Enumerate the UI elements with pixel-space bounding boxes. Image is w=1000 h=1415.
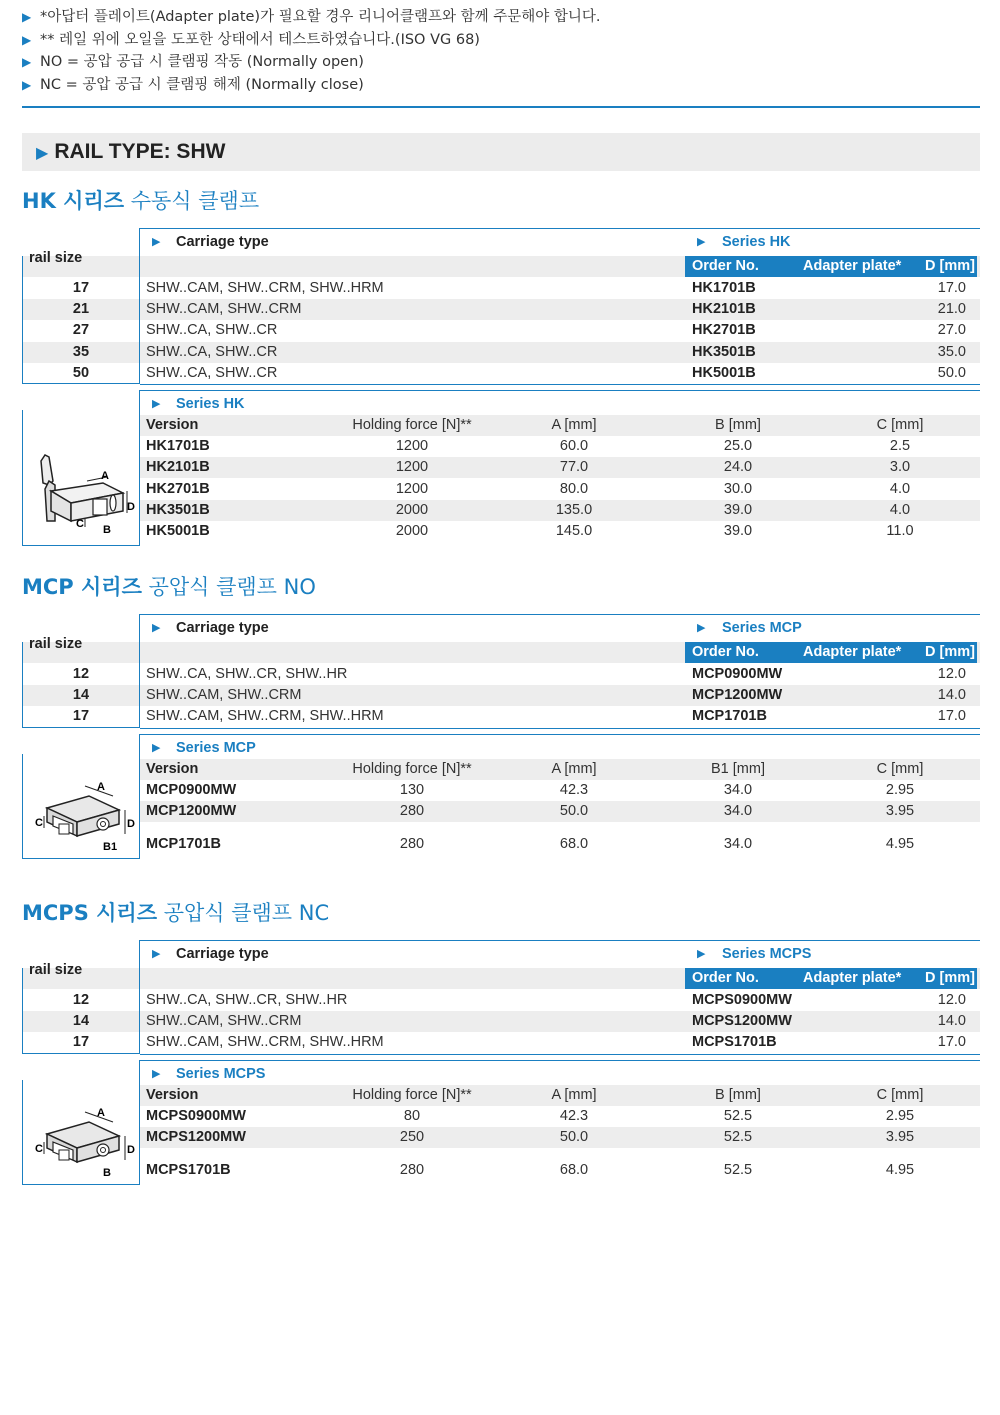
table-subheader-row: rail size: [22, 642, 980, 663]
spec-row: MCP1200MW 280 50.0 34.0 3.95: [140, 801, 980, 822]
svg-text:A: A: [101, 470, 109, 483]
spec-row: MCP1701B 280 68.0 34.0 4.95: [146, 836, 915, 853]
pneumatic-clamp-diagram: [27, 1078, 137, 1188]
spec-top-border: [140, 734, 980, 735]
table-row: 14 SHW..CAM, SHW..CRM MCP1200MW 14.0: [22, 685, 980, 706]
pneumatic-clamp-diagram: [27, 752, 137, 862]
spec-row: MCPS1701B 280 68.0 52.5 4.95: [146, 1162, 915, 1179]
svg-text:C: C: [35, 816, 43, 829]
bullet-triangle-icon: ▶: [152, 1067, 161, 1080]
table-bottom-border: [140, 728, 980, 729]
table-row: 14 SHW..CAM, SHW..CRM MCPS1200MW 14.0: [22, 1011, 980, 1032]
svg-text:A: A: [97, 1106, 105, 1119]
table-header-row: ▶ Carriage type ▶ Series MCP: [22, 618, 980, 639]
svg-text:A: A: [97, 780, 105, 793]
table-row: 12 SHW..CA, SHW..CR, SHW..HR MCPS0900MW 12.0: [72, 992, 966, 1008]
table-row: 17 SHW..CAM, SHW..CRM, SHW..HRM MCPS1701B 17.0: [72, 1034, 966, 1051]
bullet-triangle-icon: ▶: [152, 741, 161, 754]
note-item: ▶ NO = 공압 공급 시 클램핑 작동 (Normally open): [22, 54, 364, 71]
table-row: 12 SHW..CA, SHW..CR, SHW..HR MCP0900MW 12.0: [72, 666, 966, 682]
spec-series-row: ▶ Series HK: [22, 394, 980, 415]
bullet-triangle-icon: ▶: [22, 55, 32, 70]
bullet-triangle-icon: ▶: [152, 236, 161, 248]
spec-row: HK3501B 2000 135.0 39.0 4.0: [140, 500, 980, 521]
table-top-border: [140, 614, 980, 615]
table-bottom-border: [140, 384, 980, 385]
spec-row: HK2101B 1200 77.0 24.0 3.0: [140, 457, 980, 478]
table-top-border: [140, 940, 980, 941]
spec-row: HK1701B 1200 60.0 25.0 2.5: [146, 438, 911, 455]
svg-text:D: D: [127, 817, 135, 830]
svg-text:D: D: [127, 1143, 135, 1156]
table-row: 50 SHW..CA, SHW..CR HK5001B 50.0: [72, 364, 966, 381]
table-header-row: ▶ Carriage type ▶ Series HK: [22, 232, 980, 253]
table-subheader-row: rail size: [22, 256, 980, 277]
table-row: 17 SHW..CAM, SHW..CRM, SHW..HRM MCP1701B 17.0: [72, 708, 966, 725]
bullet-triangle-icon: ▶: [22, 10, 32, 25]
section-title: MCPS 시리즈 공압식 클램프 NC: [22, 901, 330, 925]
spec-series-row: ▶ Series MCPS: [22, 1064, 980, 1085]
spec-row: HK2701B 1200 80.0 30.0 4.0: [146, 480, 911, 497]
svg-text:B: B: [103, 524, 111, 534]
diagram-box: [22, 410, 140, 546]
table-row: 27 SHW..CA, SHW..CR HK2701B 27.0: [72, 322, 966, 339]
note-item: ▶ ** 레일 위에 오일을 도포한 상태에서 테스트하였습니다.(ISO VG 68): [22, 31, 480, 48]
table-header-row: ▶ Carriage type ▶ Series MCPS: [22, 944, 980, 965]
column-separator: [139, 228, 140, 384]
svg-text:C: C: [76, 518, 84, 531]
table-bottom-border: [140, 1054, 980, 1055]
svg-text:B: B: [103, 1166, 111, 1179]
table-row: 35 SHW..CA, SHW..CR HK3501B 35.0: [22, 342, 980, 363]
spec-header-row: Version Holding force [N]** A [mm] B [mm] C [mm]: [140, 415, 980, 436]
bullet-triangle-icon: ▶: [697, 622, 706, 634]
spec-top-border: [140, 390, 980, 391]
spec-series-row: ▶ Series MCP: [22, 738, 980, 759]
spec-row: MCPS1200MW 250 50.0 52.5 3.95: [140, 1127, 980, 1148]
column-separator: [139, 614, 140, 728]
spec-row: MCPS0900MW 80 42.3 52.5 2.95: [146, 1107, 915, 1124]
spec-header-row: Version Holding force [N]** A [mm] B1 [mm] C [mm]: [140, 759, 980, 780]
spec-row: MCP0900MW 130 42.3 34.0 2.95: [146, 781, 915, 798]
diagram-box: [22, 1080, 140, 1186]
table-row: 21 SHW..CAM, SHW..CRM HK2101B 21.0: [22, 299, 980, 320]
note-item: ▶ *아답터 플레이트(Adapter plate)가 필요할 경우 리니어클램프와 함께 주문해야 합니다.: [22, 9, 601, 26]
table-subheader-row: rail size: [22, 968, 980, 989]
rail-size-column-box: [22, 642, 140, 728]
bullet-triangle-icon: ▶: [152, 948, 161, 960]
table-top-border: [140, 228, 980, 229]
order-header: Order No. Adapter plate* D [mm]: [685, 968, 977, 989]
hk-clamp-diagram: [27, 423, 137, 533]
bullet-triangle-icon: ▶: [697, 236, 706, 248]
section-title: MCP 시리즈 공압식 클램프 NO: [22, 575, 316, 599]
rail-size-column-box: [22, 256, 140, 384]
order-header: Order No. Adapter plate* D [mm]: [685, 642, 977, 663]
svg-text:C: C: [35, 1142, 43, 1155]
bullet-triangle-icon: ▶: [22, 32, 32, 47]
svg-text:D: D: [127, 501, 135, 514]
spec-top-border: [140, 1060, 980, 1061]
order-header: Order No. Adapter plate* D [mm]: [685, 256, 977, 277]
bullet-triangle-icon: ▶: [36, 142, 49, 162]
note-item: ▶ NC = 공압 공급 시 클램핑 해제 (Normally close): [22, 76, 364, 93]
bullet-triangle-icon: ▶: [152, 398, 161, 410]
bullet-triangle-icon: ▶: [697, 948, 706, 960]
column-separator: [139, 940, 140, 1054]
rail-type-bar: [22, 133, 980, 171]
bullet-triangle-icon: ▶: [22, 77, 32, 92]
diagram-box: [22, 754, 140, 860]
rail-type-title: RAIL TYPE: SHW: [54, 140, 226, 163]
top-divider: [22, 106, 980, 108]
notes-list: [22, 6, 601, 96]
rail-size-column-box: [22, 968, 140, 1054]
svg-text:B1: B1: [103, 840, 118, 853]
section-title: HK 시리즈 수동식 클램프: [22, 189, 260, 213]
table-row: 17 SHW..CAM, SHW..CRM, SHW..HRM HK1701B 17.0: [72, 280, 966, 296]
bullet-triangle-icon: ▶: [152, 622, 161, 634]
spec-header-row: Version Holding force [N]** A [mm] B [mm] C [mm]: [140, 1085, 980, 1106]
spec-row: HK5001B 2000 145.0 39.0 11.0: [146, 523, 914, 539]
